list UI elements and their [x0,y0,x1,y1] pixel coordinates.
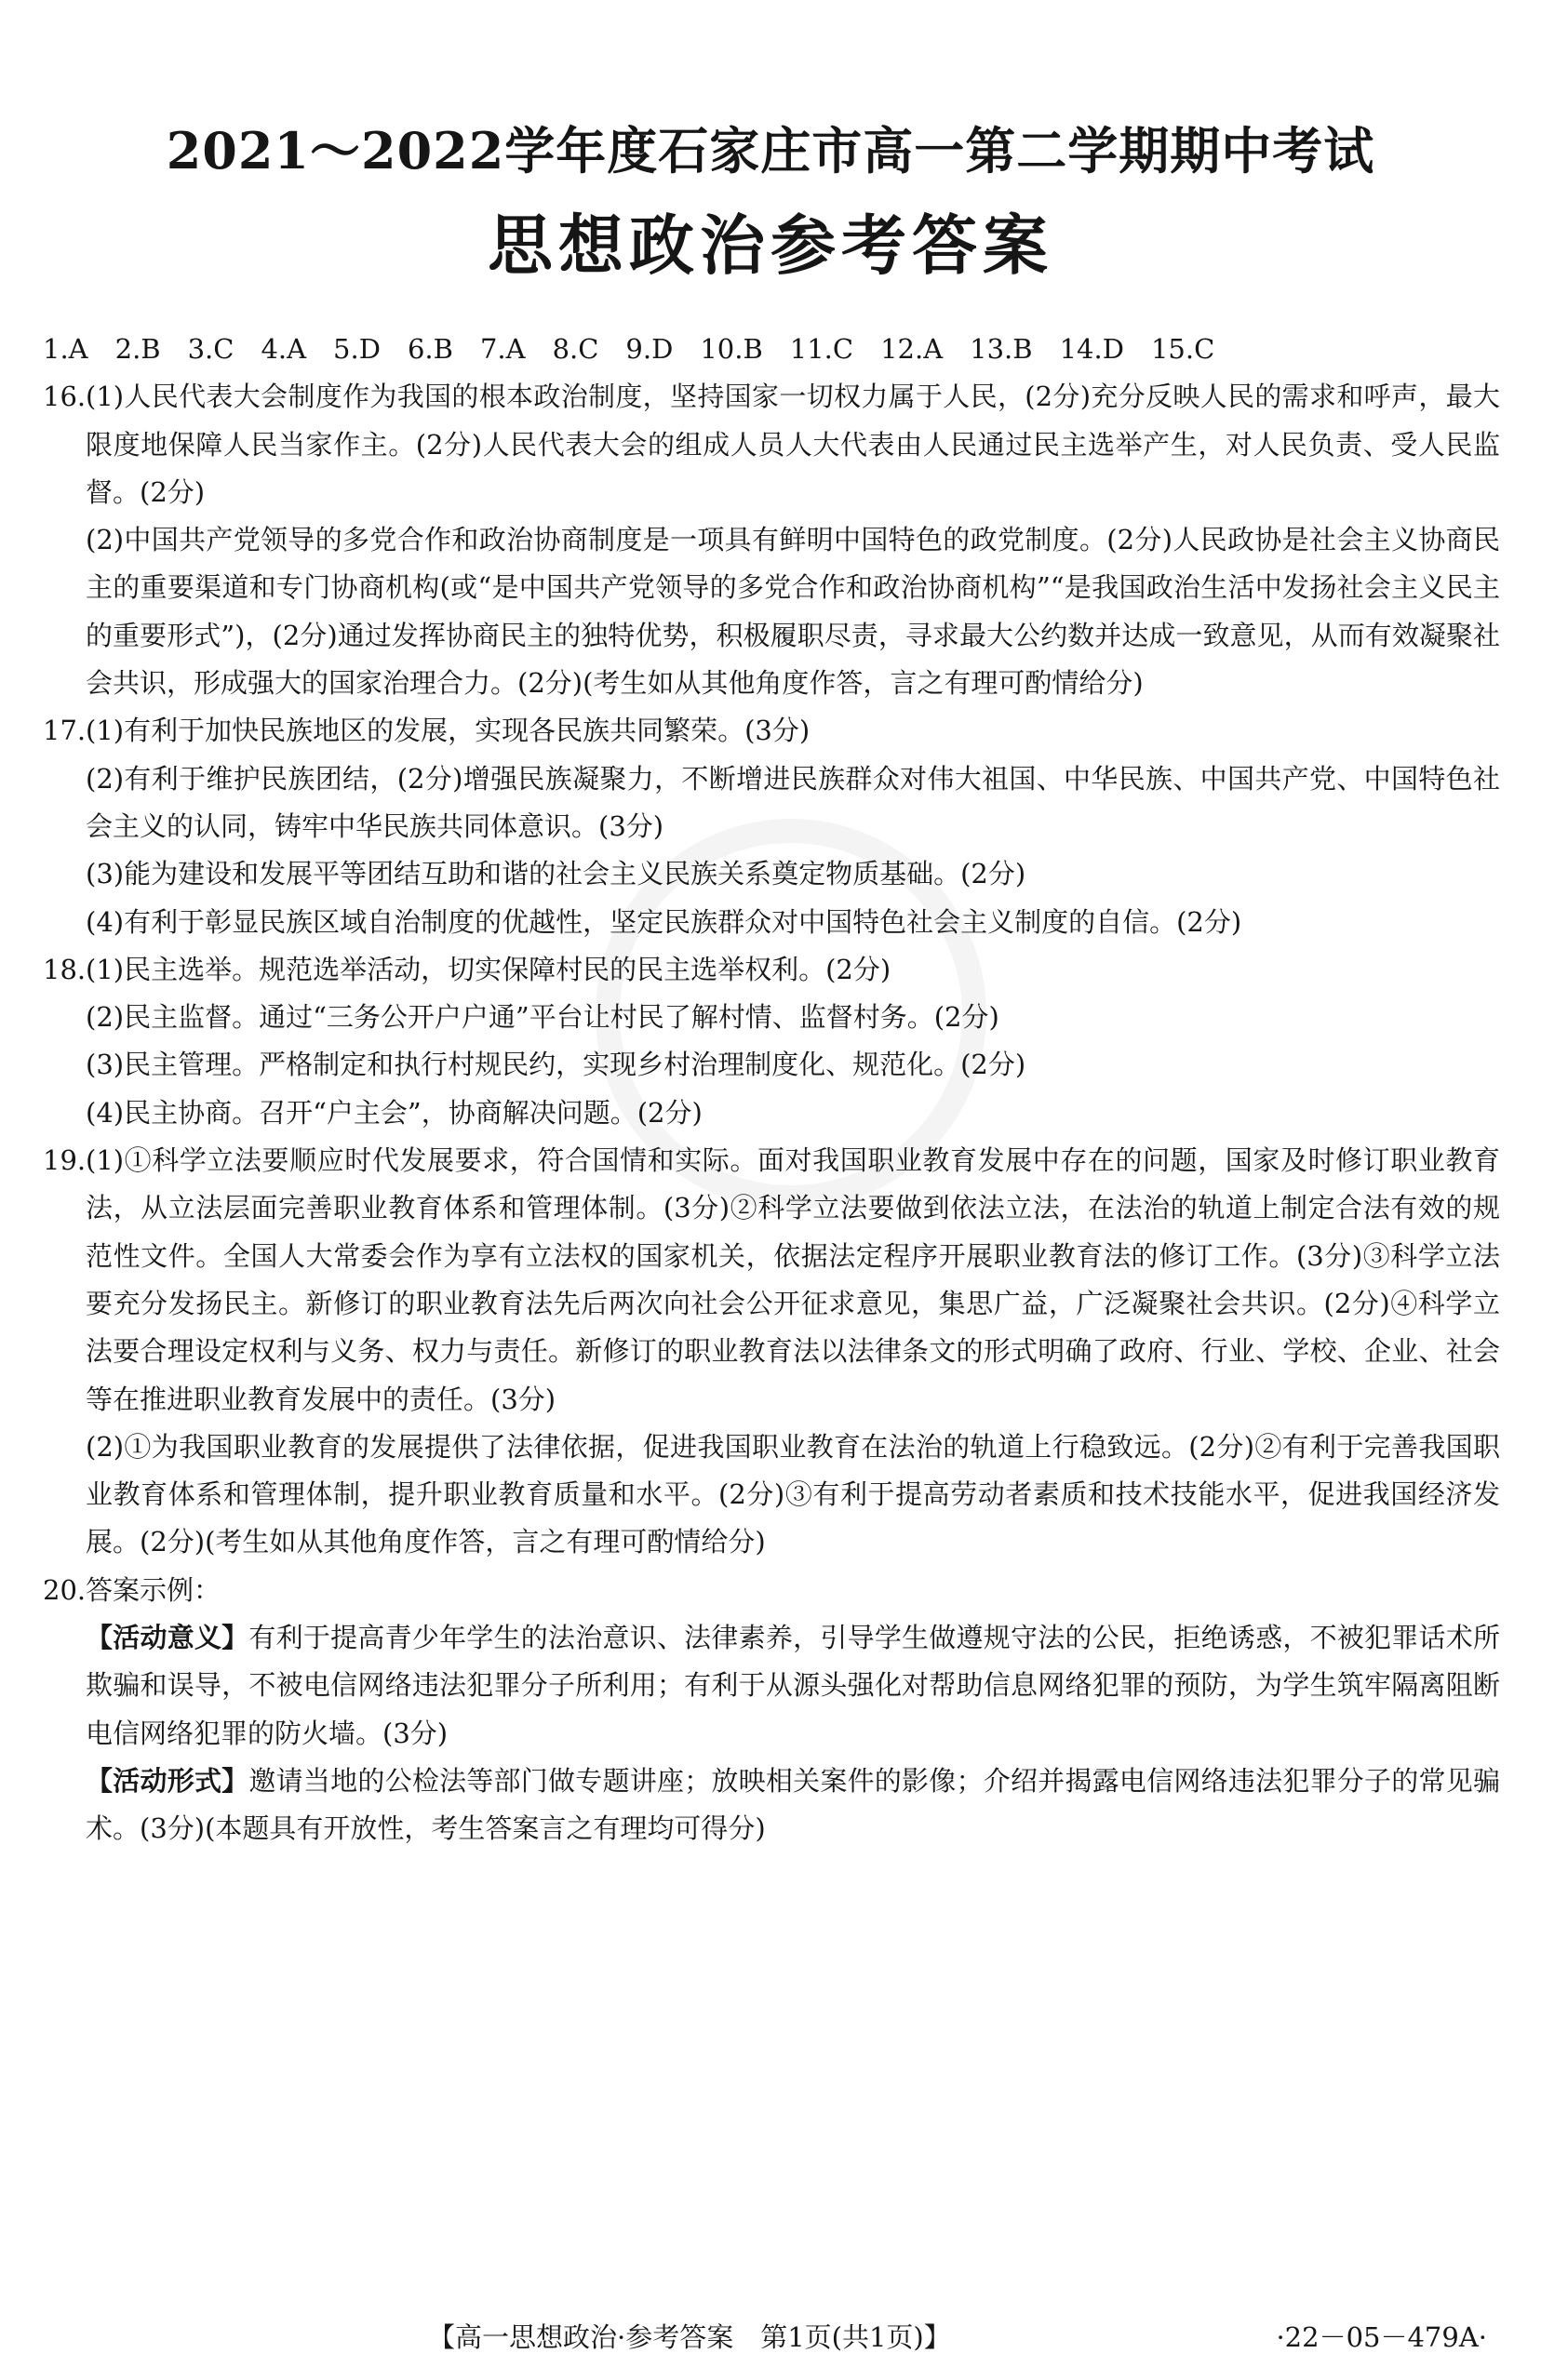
document-subtitle: 思想政治参考答案 [488,207,1053,284]
activity-significance-label: 【活动意义】 [86,1622,249,1654]
multiple-choice-answers: 1.A 2.B 3.C 4.A 5.D 6.B 7.A 8.C 9.D 10.B 11.C 12.A 13.B 14.D 15.C [43,333,1215,365]
question-number: 16. [43,381,87,413]
question-17 [43,707,1500,945]
question-number: 20. [43,1573,87,1606]
answer-intro: 答案示例： [86,1573,221,1606]
answer-part-4: (4)有利于彰显民族区域自治制度的优越性，坚定民族群众对中国特色社会主义制度的自信。(2分) [86,905,1242,938]
answer-part-2: (2)民主监督。通过“三务公开户户通”平台让村民了解村情、监督村务。(2分) [86,1001,999,1034]
answer-part-2: (2)有利于维护民族团结，(2分)增强民族凝聚力，不断增进民族群众对伟大祖国、中华民族、中国共产党、中国特色社会主义的认同，铸牢中华民族共同体意识。(3分) [86,762,1500,842]
activity-significance [86,1614,1500,1758]
activity-significance-text: 有利于提高青少年学生的法治意识、法律素养，引导学生做遵规守法的公民，拒绝诱惑，不被犯罪话术所欺骗和误导，不被电信网络违法犯罪分子所利用；有利于从源头强化对帮助信息网络犯罪的预防，为学生筑牢隔离阻断电信网络犯罪的防火墙。(3分) [86,1622,1500,1749]
answer-part-4: (4)民主协商。召开“户主会”，协商解决问题。(2分) [86,1096,703,1129]
exam-title: 2021～2022学年度石家庄市高一第二学期期中考试 [166,121,1375,181]
answer-part-1: (1)①科学立法要顺应时代发展要求，符合国情和实际。面对我国职业教育发展中存在的问题，国家及时修订职业教育法，从立法层面完善职业教育体系和管理体制。(3分)②科学立法要做到依法立法，在法治的轨道上制定合法有效的规范性文件。全国人大常委会作为享有立法权的国家机关，依据法定程序开展职业教育法的修订工作。(3分)③科学立法要充分发扬民主。新修订的职业教育法先后两次向社会公开征求意见，集思广益，广泛凝聚社会共识。(2分)④科学立法要合理设定权利与义务、权力与责任。新修订的职业教育法以法律条文的形式明确了政府、行业、学校、企业、社会等在推进职业教育发展中的责任。(3分) [86,1144,1500,1415]
activity-form-text: 邀请当地的公检法等部门做专题讲座；放映相关案件的影像；介绍并揭露电信网络违法犯罪分子的常见骗术。(3分)(本题具有开放性，考生答案言之有理均可得分) [86,1764,1500,1845]
answer-part-3: (3)民主管理。严格制定和执行村规民约，实现乡村治理制度化、规范化。(2分) [86,1049,1026,1081]
answer-part-3: (3)能为建设和发展平等团结互助和谐的社会主义民族关系奠定物质基础。(2分) [86,858,1026,890]
question-18 [43,946,1500,1137]
question-number: 17. [43,715,87,747]
activity-form-label: 【活动形式】 [86,1764,249,1797]
footer-page-info: 【高一思想政治·参考答案 第1页(共1页)】 [428,2321,951,2353]
answer-content [43,326,1500,1853]
question-number: 18. [43,953,87,985]
question-19 [43,1137,1500,1567]
footer-doc-code: ·22－05－479A· [1276,2321,1487,2353]
question-20 [43,1567,1500,1853]
answer-part-1: (1)民主选举。规范选举活动，切实保障村民的民主选举权利。(2分) [86,953,891,985]
question-number: 19. [43,1144,87,1177]
answer-part-1: (1)有利于加快民族地区的发展，实现各民族共同繁荣。(3分) [86,715,811,747]
answer-part-2: (2)中国共产党领导的多党合作和政治协商制度是一项具有鲜明中国特色的政党制度。(2分)人民政协是社会主义协商民主的重要渠道和专门协商机构(或“是中国共产党领导的多党合作和政治协商机构”“是我国政治生活中发扬社会主义民主的重要形式”)，(2分)通过发挥协商民主的独特优势，积极履职尽责，寻求最大公约数并达成一致意见，从而有效凝聚社会共识，形成强大的国家治理合力。(2分)(考生如从其他角度作答，言之有理可酌情给分) [86,524,1500,700]
answer-part-1: (1)人民代表大会制度作为我国的根本政治制度，坚持国家一切权力属于人民，(2分)充分反映人民的需求和呼声，最大限度地保障人民当家作主。(2分)人民代表大会的组成人员人大代表由人民通过民主选举产生，对人民负责、受人民监督。(2分) [86,381,1500,508]
answer-part-2: (2)①为我国职业教育的发展提供了法律依据，促进我国职业教育在法治的轨道上行稳致远。(2分)②有利于完善我国职业教育体系和管理体制，提升职业教育质量和水平。(2分)③有利于提高劳动者素质和技术技能水平，促进我国经济发展。(2分)(考生如从其他角度作答，言之有理可酌情给分) [86,1430,1500,1558]
activity-form [86,1758,1500,1853]
question-16 [43,373,1500,707]
